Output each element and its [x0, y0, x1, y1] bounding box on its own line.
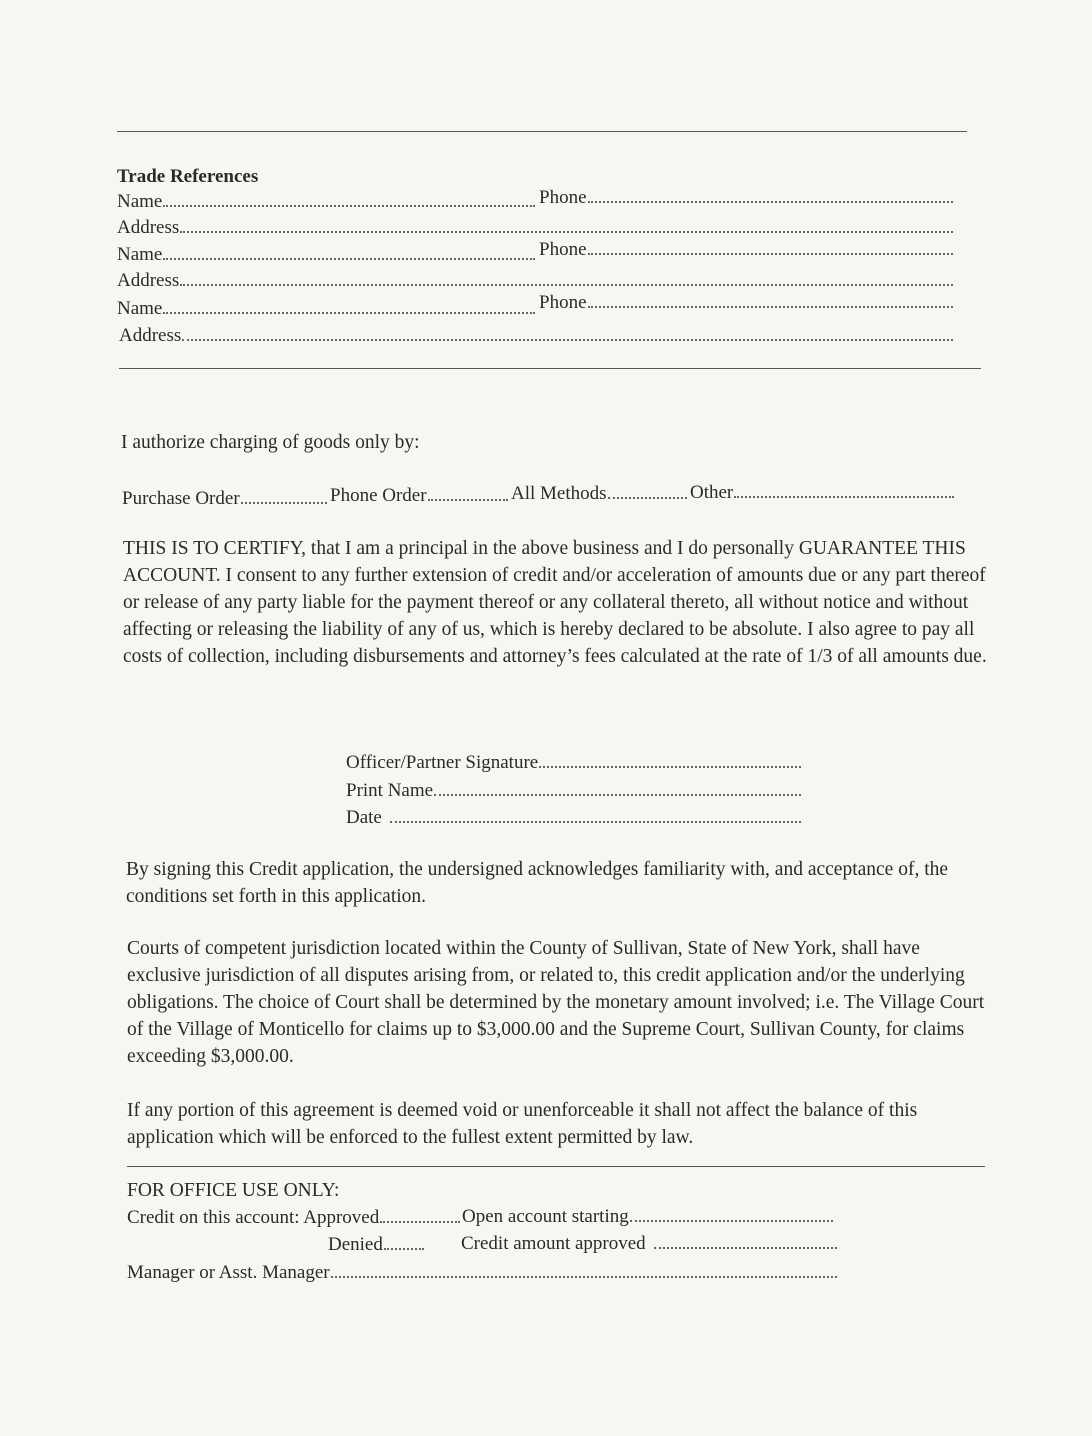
credit-amount-label: Credit amount approved [461, 1233, 646, 1254]
open-account-field[interactable] [462, 1205, 835, 1229]
ref1-name-label: Name [117, 191, 163, 212]
all-methods-field[interactable] [511, 482, 689, 506]
certify-paragraph: THIS IS TO CERTIFY, that I am a principal in the above business and I do personally GUARANTEE THIS ACCOUNT. I consent to any further extension of credit and/or acceleration of amounts due or any part thereof or release of any party liable for the payment thereof or any collateral thereto, all without notice and without affecting or releasing the liability of any of us, which is hereby declared to be absolute. I also agree to pay all costs of collection, including disbursements and attorney’s fees calculated at the rate of 1/3 of all amounts due. [123, 538, 987, 667]
ref1-name-field[interactable] [117, 190, 537, 214]
other-field[interactable] [690, 481, 956, 505]
manager-field[interactable] [127, 1261, 839, 1285]
ref3-address-field[interactable] [119, 324, 955, 348]
top-divider [117, 131, 967, 132]
credit-amount-field[interactable] [461, 1232, 839, 1256]
other-label: Other [690, 482, 734, 503]
purchase-order-field[interactable] [122, 487, 329, 511]
trade-references-heading: Trade References [117, 166, 259, 187]
office-use-divider [127, 1166, 985, 1167]
all-methods-label: All Methods [511, 483, 607, 504]
ref1-address-field[interactable] [117, 216, 955, 240]
ref1-phone-field[interactable] [539, 186, 955, 210]
ref2-address-field[interactable] [117, 269, 955, 293]
denied-label: Denied [328, 1234, 383, 1255]
ref1-phone-label: Phone [539, 187, 587, 208]
print-name-label: Print Name [346, 780, 434, 801]
credit-approved-field[interactable] [127, 1206, 462, 1230]
ref2-phone-field[interactable] [539, 238, 955, 262]
ref3-name-field[interactable] [117, 297, 537, 321]
ref3-name-label: Name [117, 298, 163, 319]
ref1-address-label: Address [117, 217, 180, 238]
print-name-field[interactable] [346, 779, 803, 803]
signature-date-label: Date [346, 807, 382, 828]
phone-order-field[interactable] [330, 484, 510, 508]
officer-signature-label: Officer/Partner Signature [346, 752, 539, 773]
credit-approved-label: Credit on this account: Approved [127, 1207, 380, 1228]
phone-order-label: Phone Order [330, 485, 427, 506]
office-use-heading: FOR OFFICE USE ONLY: [127, 1180, 340, 1201]
officer-signature-field[interactable] [346, 751, 803, 775]
ref3-address-label: Address [119, 325, 182, 346]
ref2-address-label: Address [117, 270, 180, 291]
open-account-label: Open account starting [462, 1206, 629, 1227]
ref3-phone-label: Phone [539, 292, 587, 313]
signature-date-field[interactable] [346, 806, 803, 830]
ref2-phone-label: Phone [539, 239, 587, 260]
authorize-text: I authorize charging of goods only by: [121, 432, 420, 453]
references-divider [119, 368, 981, 369]
ref2-name-label: Name [117, 244, 163, 265]
purchase-order-label: Purchase Order [122, 488, 240, 509]
ref3-phone-field[interactable] [539, 291, 955, 315]
manager-label: Manager or Asst. Manager [127, 1262, 330, 1283]
acknowledge-paragraph: By signing this Credit application, the undersigned acknowledges familiarity with, and acceptance of, the conditions set forth in this application. [126, 859, 949, 907]
denied-field[interactable] [328, 1233, 426, 1257]
severability-paragraph: If any portion of this agreement is deemed void or unenforceable it shall not affect the balance of this application which will be enforced to the fullest extent permitted by law. [127, 1100, 918, 1148]
ref2-name-field[interactable] [117, 243, 537, 267]
jurisdiction-paragraph: Courts of competent jurisdiction located within the County of Sullivan, State of New York, shall have exclusive jurisdiction of all disputes arising from, or related to, this credit application and/or the underlying obligations. The choice of Court shall be determined by the monetary amount involved; i.e. The Village Court of the Village of Monticello for claims up to $3,000.00 and the Supreme Court, Sullivan County, for claims exceeding $3,000.00. [127, 938, 985, 1067]
